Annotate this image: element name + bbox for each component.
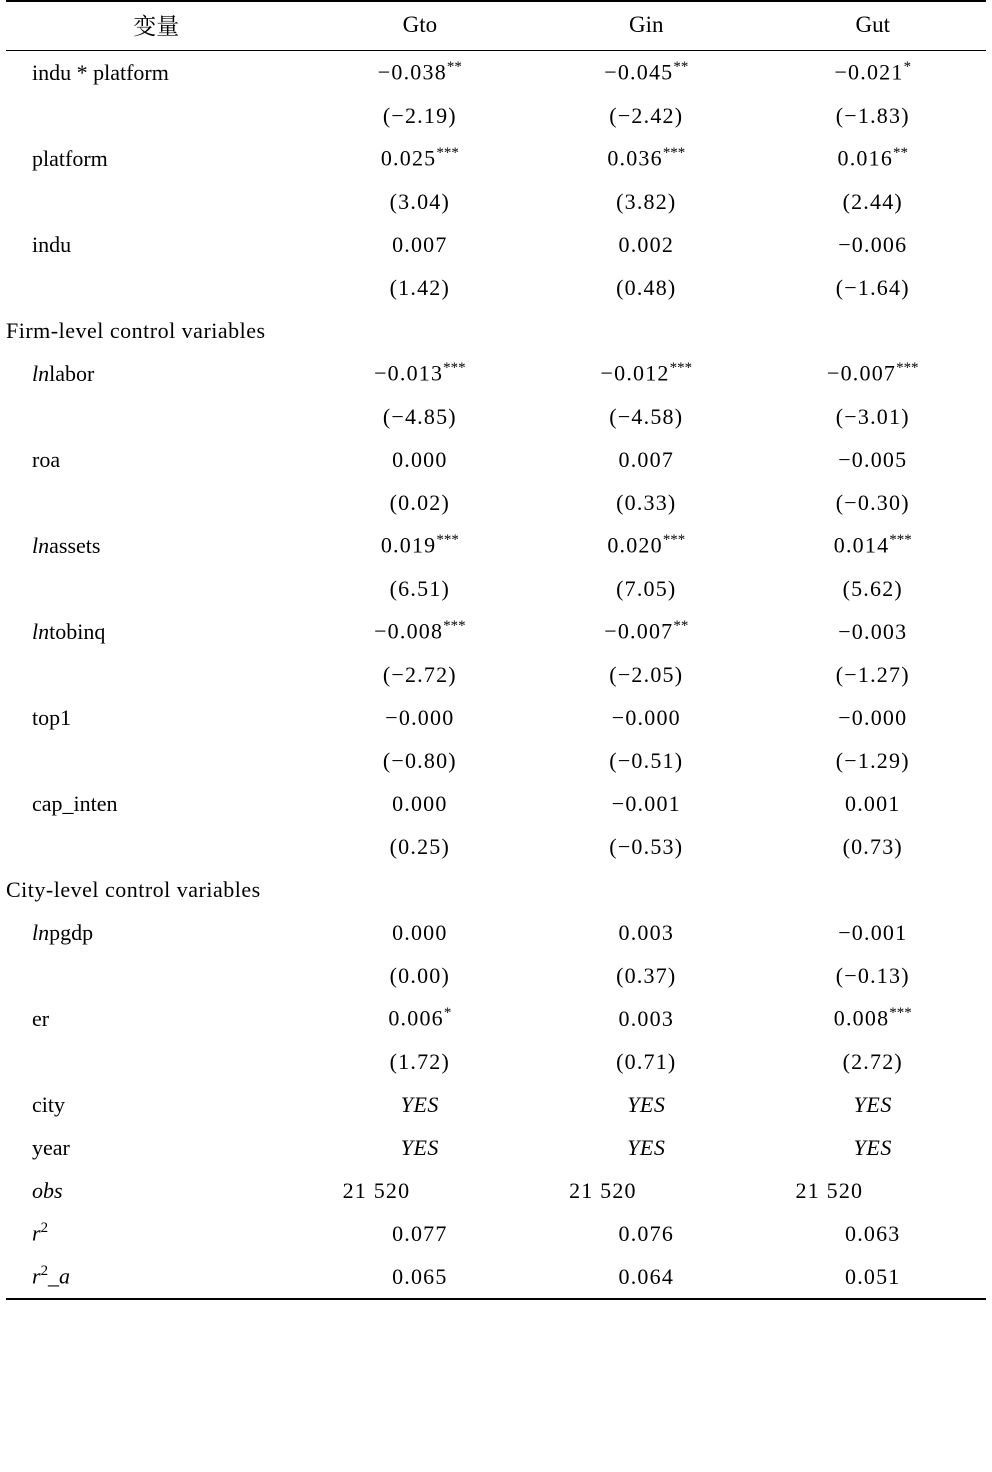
table-row: [6, 610, 986, 653]
table-row: [6, 696, 986, 739]
section-label: Firm-level control variables: [6, 317, 266, 343]
row-value-cell: (−4.58): [609, 403, 684, 429]
row-value-cell: (−0.51): [609, 747, 684, 773]
row-value-cell: YES: [627, 1091, 666, 1117]
table-row: [6, 94, 986, 137]
section-label: City-level control variables: [6, 876, 261, 902]
row-value-cell: −0.008***: [374, 618, 466, 644]
row-value-cell: (0.37): [616, 962, 677, 988]
row-value-cell: −0.013***: [374, 360, 466, 386]
row-value-cell: 0.008***: [833, 1005, 912, 1031]
column-header-variable: 变量: [6, 1, 307, 51]
row-value-cell: 0.064: [533, 1255, 759, 1299]
row-variable-label: [6, 825, 307, 868]
table-row: [6, 180, 986, 223]
row-value-cell: (6.51): [389, 575, 451, 601]
row-variable-label: [6, 567, 307, 610]
table-header: [6, 1, 986, 51]
row-variable-label: [6, 266, 307, 309]
row-value-cell: 0.019***: [380, 532, 459, 558]
row-value-cell: (−2.19): [382, 102, 457, 128]
row-value-cell: 0.016**: [837, 145, 908, 171]
table-row: [6, 524, 986, 567]
row-variable-label: [6, 653, 307, 696]
row-variable-label: [6, 395, 307, 438]
table-row: [6, 352, 986, 395]
row-value-cell: 0.036***: [607, 145, 686, 171]
table-body: [6, 51, 986, 1300]
row-value-cell: 0.002: [618, 231, 675, 257]
table-row: [6, 782, 986, 825]
table-section-row: [6, 868, 986, 911]
row-variable-label: [6, 739, 307, 782]
row-value-cell: (−0.80): [382, 747, 457, 773]
row-value-cell: (5.62): [842, 575, 903, 601]
row-variable-label: cap_inten: [32, 790, 118, 816]
table-row: [6, 438, 986, 481]
table-row: [6, 1083, 986, 1126]
row-variable-label: roa: [32, 446, 61, 472]
row-variable-label: [6, 180, 307, 223]
row-variable-label: platform: [32, 145, 108, 171]
row-variable-label: [6, 954, 307, 997]
row-value-cell: YES: [853, 1134, 892, 1160]
row-value-cell: 0.000: [392, 446, 448, 472]
row-value-cell: (0.00): [389, 962, 451, 988]
row-value-cell: (0.48): [616, 274, 677, 300]
table-row: [6, 567, 986, 610]
column-header-gin: Gin: [533, 1, 759, 51]
row-value-cell: (3.82): [616, 188, 677, 214]
row-value-cell: (−0.30): [835, 489, 910, 515]
row-value-cell: 0.003: [618, 1005, 675, 1031]
row-value-cell: −0.003: [838, 618, 908, 644]
row-value-cell: −0.000: [385, 704, 455, 730]
row-value-cell: −0.005: [838, 446, 908, 472]
row-value-cell: (−1.27): [835, 661, 910, 687]
row-value-cell: YES: [400, 1134, 439, 1160]
row-value-cell: 0.077: [392, 1220, 448, 1246]
table-row: [6, 1212, 986, 1255]
row-value-cell: 0.000: [392, 919, 448, 945]
row-value-cell: −0.038**: [377, 59, 462, 85]
row-value-cell: 0.063: [845, 1220, 901, 1246]
row-variable-label: [6, 481, 307, 524]
row-value-cell: −0.006: [838, 231, 908, 257]
row-value-cell: (−1.29): [835, 747, 910, 773]
row-value-cell: (1.42): [389, 274, 451, 300]
table-row: [6, 954, 986, 997]
column-header-gto: Gto: [307, 1, 533, 51]
regression-table: [6, 0, 986, 1300]
row-value-cell: (−2.42): [609, 102, 684, 128]
row-value-cell: (−2.05): [609, 661, 684, 687]
table-section-row: [6, 309, 986, 352]
row-value-cell: −0.000: [611, 704, 681, 730]
row-variable-label: lnpgdp: [32, 919, 94, 945]
row-value-cell: YES: [627, 1134, 666, 1160]
row-value-cell: 0.000: [392, 790, 448, 816]
row-value-cell: (−0.13): [835, 962, 910, 988]
table-row: [6, 1040, 986, 1083]
row-value-cell: (3.04): [389, 188, 451, 214]
row-value-cell: (1.72): [389, 1048, 451, 1074]
row-value-cell: −0.007***: [826, 360, 919, 386]
row-value-cell: 0.065: [307, 1255, 533, 1299]
table-row: [6, 223, 986, 266]
row-value-cell: (0.33): [616, 489, 677, 515]
table-row: [6, 911, 986, 954]
column-header-gut: Gut: [760, 1, 986, 51]
row-variable-label: $r^2$: [32, 1220, 49, 1246]
row-value-cell: −0.045**: [604, 59, 689, 85]
row-variable-label: [6, 94, 307, 137]
row-value-cell: 0.014***: [833, 532, 912, 558]
table-row: [6, 481, 986, 524]
row-value-cell: (7.05): [616, 575, 677, 601]
row-value-cell: 0.007: [392, 231, 448, 257]
row-value-cell: 21 520: [569, 1177, 637, 1203]
table-row: [6, 51, 986, 95]
row-value-cell: YES: [853, 1091, 892, 1117]
row-value-cell: (0.02): [389, 489, 451, 515]
row-variable-label: top1: [32, 704, 72, 730]
row-value-cell: (0.71): [616, 1048, 677, 1074]
row-value-cell: (2.72): [842, 1048, 903, 1074]
row-value-cell: 0.001: [845, 790, 901, 816]
row-value-cell: (0.25): [389, 833, 451, 859]
row-value-cell: −0.000: [838, 704, 908, 730]
row-value-cell: (2.44): [842, 188, 903, 214]
table-row: [6, 266, 986, 309]
row-variable-label: $r^2\_a$: [6, 1255, 307, 1299]
table-row: [6, 825, 986, 868]
row-value-cell: −0.001: [838, 919, 908, 945]
row-variable-label: indu * platform: [32, 59, 169, 85]
row-value-cell: 0.051: [760, 1255, 986, 1299]
row-value-cell: (0.73): [842, 833, 903, 859]
row-variable-label: year: [32, 1134, 70, 1160]
row-variable-label: indu: [32, 231, 72, 257]
row-value-cell: (−2.72): [382, 661, 457, 687]
table-row: [6, 1126, 986, 1169]
row-value-cell: −0.007**: [604, 618, 689, 644]
row-value-cell: YES: [400, 1091, 439, 1117]
row-value-cell: 0.007: [618, 446, 675, 472]
table-row: [6, 395, 986, 438]
row-variable-label: lnlabor: [32, 360, 95, 386]
row-value-cell: (−1.64): [835, 274, 910, 300]
row-variable-label: lntobinq: [32, 618, 106, 644]
row-value-cell: (−0.53): [609, 833, 684, 859]
table-row: [6, 1255, 986, 1299]
row-value-cell: 21 520: [795, 1177, 864, 1203]
row-value-cell: 0.003: [618, 919, 675, 945]
row-value-cell: (−1.83): [835, 102, 910, 128]
row-value-cell: 0.020***: [607, 532, 686, 558]
table-row: [6, 739, 986, 782]
row-value-cell: 0.006*: [388, 1005, 452, 1031]
table-row: [6, 653, 986, 696]
row-value-cell: 21 520: [342, 1177, 411, 1203]
row-variable-label: city: [32, 1091, 65, 1117]
row-value-cell: (−3.01): [835, 403, 910, 429]
table-row: [6, 997, 986, 1040]
row-value-cell: −0.021*: [834, 59, 912, 85]
row-variable-label: er: [32, 1005, 50, 1031]
row-value-cell: −0.001: [611, 790, 681, 816]
row-value-cell: 0.076: [618, 1220, 675, 1246]
row-variable-label: lnassets: [32, 532, 101, 558]
table-header-row: [6, 1, 986, 51]
row-value-cell: 0.025***: [380, 145, 459, 171]
row-variable-label: [6, 1040, 307, 1083]
row-value-cell: (−4.85): [382, 403, 457, 429]
table-row: [6, 1169, 986, 1212]
row-value-cell: −0.012***: [600, 360, 693, 386]
row-variable-label: obs: [32, 1177, 63, 1203]
table-row: [6, 137, 986, 180]
